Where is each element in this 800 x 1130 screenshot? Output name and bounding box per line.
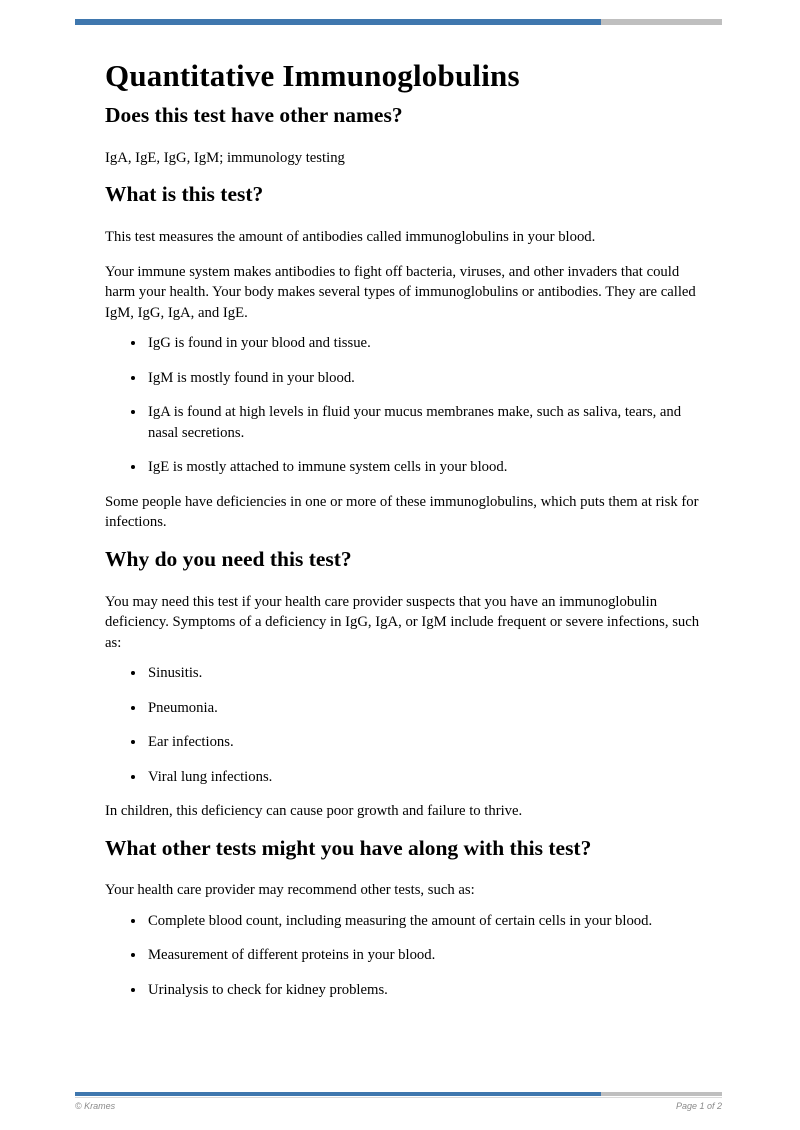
- footer-copyright: © Krames: [75, 1101, 116, 1111]
- bullet-item: • IgG is found in your blood and tissue.: [146, 333, 707, 354]
- section-heading: Does this test have other names?: [105, 103, 403, 128]
- paragraph: You may need this test if your health care provider suspects that you have an immunoglobulin deficiency. Symptoms of a deficiency in IgG, IgA, or IgM include frequent or severe infections, such as:: [105, 593, 700, 651]
- paragraph: This test measures the amount of antibodies called immunoglobulins in your blood.: [105, 229, 596, 246]
- bullet-item: • Pneumonia.: [146, 698, 707, 719]
- bullet-item: • Complete blood count, including measuring the amount of certain cells in your blood.: [146, 911, 707, 932]
- bullet-list: [105, 911, 707, 1001]
- paragraph: Your immune system makes antibodies to fight off bacteria, viruses, and other invaders that could harm your health. Your body makes several types of immunoglobulins or antibodies. They are called IgM, IgG, IgA, and IgE.: [105, 263, 696, 321]
- footer-rule: [75, 1092, 722, 1096]
- bullet-item: • IgE is mostly attached to immune system cells in your blood.: [146, 457, 707, 478]
- bullet-item: • Viral lung infections.: [146, 767, 707, 788]
- section-heading: What other tests might you have along with this test?: [105, 835, 592, 860]
- footer-page-indicator: Page 1 of 2: [675, 1101, 722, 1111]
- paragraph: Some people have deficiencies in one or more of these immunoglobulins, which puts them at risk for infections.: [105, 493, 699, 531]
- section-heading: What is this test?: [105, 182, 264, 207]
- bullet-list: [105, 663, 707, 787]
- bullet-list: [105, 333, 707, 478]
- page-footer: [75, 1092, 722, 1111]
- document-body: [105, 103, 707, 1000]
- paragraph: IgA, IgE, IgG, IgM; immunology testing: [105, 149, 345, 166]
- bullet-item: • Measurement of different proteins in your blood.: [146, 945, 707, 966]
- paragraph: In children, this deficiency can cause poor growth and failure to thrive.: [105, 803, 523, 820]
- bullet-item: • Sinusitis.: [146, 663, 707, 684]
- bullet-item: • Ear infections.: [146, 732, 707, 753]
- page-title: Quantitative Immunoglobulins: [105, 58, 520, 93]
- bullet-item: • IgM is mostly found in your blood.: [146, 368, 707, 389]
- footer-hairline: [75, 1097, 722, 1098]
- bullet-item: • Urinalysis to check for kidney problems.: [146, 980, 707, 1001]
- section-heading: Why do you need this test?: [105, 546, 352, 571]
- footer-rule-gray-segment: [601, 1092, 722, 1096]
- bullet-item: • IgA is found at high levels in fluid your mucus membranes make, such as saliva, tears, and nasal secretions.: [146, 402, 707, 443]
- paragraph: Your health care provider may recommend other tests, such as:: [105, 882, 475, 899]
- footer-rule-blue-segment: [75, 1092, 601, 1096]
- document-content: [105, 0, 707, 1014]
